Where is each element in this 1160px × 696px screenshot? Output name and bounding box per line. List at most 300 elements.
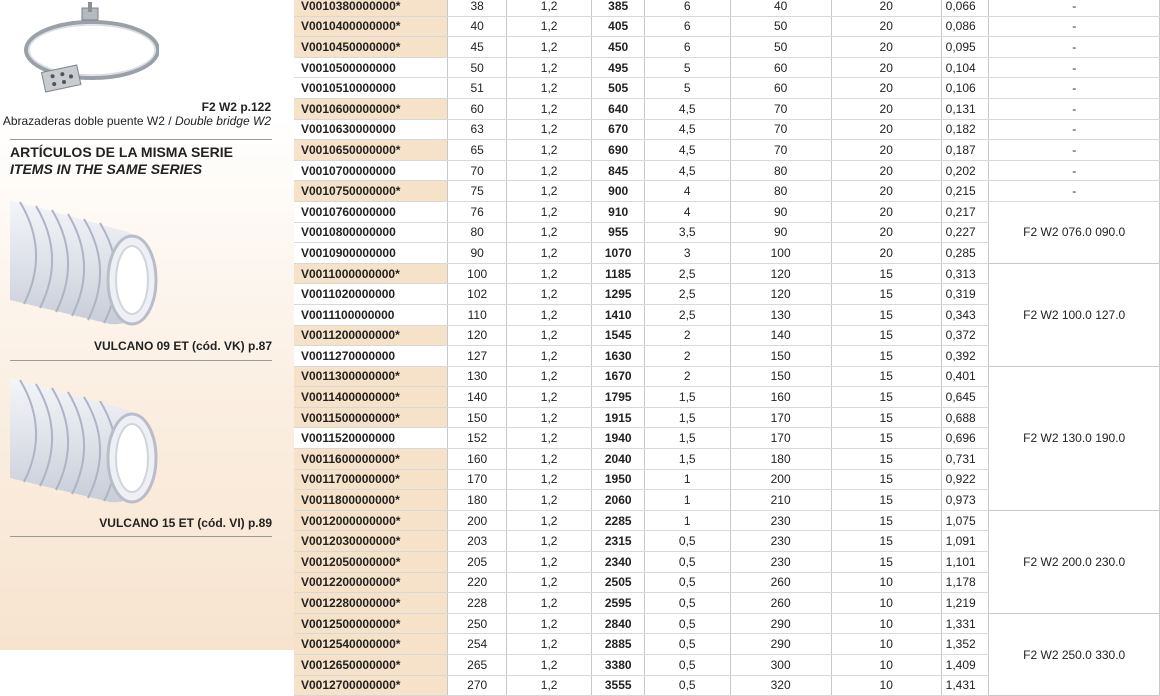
cell-c2: 1,2 (506, 57, 592, 78)
cell-clamp-ref: F2 W2 130.0 190.0 (989, 366, 1160, 510)
table-row (294, 16, 1160, 37)
cell-code: V0011300000000* (294, 366, 448, 387)
cell-c5: 50 (730, 37, 831, 58)
clamp-reference: F2 W2 p.122 (201, 100, 271, 114)
cell-c1: 45 (448, 37, 506, 58)
cell-c5: 100 (730, 243, 831, 264)
cell-c3: 910 (592, 201, 645, 222)
cell-c4: 5 (645, 57, 731, 78)
cell-code: V0010400000000* (294, 16, 448, 37)
cell-c6: 20 (831, 98, 941, 119)
cell-c3: 2285 (592, 510, 645, 531)
cell-code: V0011200000000* (294, 325, 448, 346)
cell-c3: 385 (592, 0, 645, 16)
cell-c7: 0,215 (941, 181, 989, 202)
cell-c7: 0,104 (941, 57, 989, 78)
cell-code: V0012540000000* (294, 634, 448, 655)
cell-c5: 210 (730, 490, 831, 511)
table-row (294, 37, 1160, 58)
cell-c6: 10 (831, 613, 941, 634)
cell-c2: 1,2 (506, 407, 592, 428)
cell-c2: 1,2 (506, 531, 592, 552)
cell-c5: 180 (730, 449, 831, 470)
cell-c3: 690 (592, 140, 645, 161)
cell-c2: 1,2 (506, 593, 592, 614)
cell-c5: 230 (730, 531, 831, 552)
cell-c3: 405 (592, 16, 645, 37)
cell-c7: 0,285 (941, 243, 989, 264)
cell-c6: 20 (831, 243, 941, 264)
cell-c3: 1070 (592, 243, 645, 264)
cell-clamp-ref: - (989, 57, 1160, 78)
cell-c4: 2 (645, 325, 731, 346)
divider (10, 360, 272, 361)
cell-c7: 0,086 (941, 16, 989, 37)
cell-c4: 6 (645, 16, 731, 37)
cell-c1: 76 (448, 201, 506, 222)
cell-code: V0011000000000* (294, 263, 448, 284)
cell-c1: 200 (448, 510, 506, 531)
cell-code: V0010500000000 (294, 57, 448, 78)
cell-c2: 1,2 (506, 98, 592, 119)
cell-c5: 60 (730, 78, 831, 99)
cell-c1: 51 (448, 78, 506, 99)
cell-c7: 0,343 (941, 304, 989, 325)
table-row (294, 78, 1160, 99)
cell-code: V0010750000000* (294, 181, 448, 202)
cell-code: V0012000000000* (294, 510, 448, 531)
table-row (294, 510, 1160, 531)
cell-c4: 0,5 (645, 572, 731, 593)
cell-c4: 5 (645, 78, 731, 99)
cell-c3: 1915 (592, 407, 645, 428)
cell-c1: 65 (448, 140, 506, 161)
cell-code: V0012650000000* (294, 655, 448, 676)
cell-c7: 0,187 (941, 140, 989, 161)
cell-code: V0012200000000* (294, 572, 448, 593)
cell-c4: 0,5 (645, 552, 731, 573)
cell-c6: 10 (831, 634, 941, 655)
cell-c6: 20 (831, 78, 941, 99)
vulcano-09-reference: VULCANO 09 ET (cód. VK) p.87 (93, 339, 272, 353)
cell-c6: 10 (831, 593, 941, 614)
cell-c2: 1,2 (506, 160, 592, 181)
cell-c7: 0,401 (941, 366, 989, 387)
cell-c2: 1,2 (506, 201, 592, 222)
cell-c4: 4 (645, 201, 731, 222)
table-row (294, 263, 1160, 284)
cell-c6: 20 (831, 160, 941, 181)
cell-c1: 38 (448, 0, 506, 16)
cell-c6: 15 (831, 449, 941, 470)
cell-c6: 10 (831, 572, 941, 593)
cell-c6: 20 (831, 140, 941, 161)
table-row (294, 613, 1160, 634)
vulcano-15-hose-image (10, 370, 160, 510)
cell-c2: 1,2 (506, 655, 592, 676)
cell-c2: 1,2 (506, 675, 592, 696)
cell-c4: 0,5 (645, 531, 731, 552)
cell-c2: 1,2 (506, 16, 592, 37)
cell-c3: 2840 (592, 613, 645, 634)
table-row (294, 0, 1160, 16)
product-table-body (294, 0, 1160, 696)
cell-c5: 260 (730, 572, 831, 593)
cell-c6: 20 (831, 201, 941, 222)
cell-clamp-ref: - (989, 181, 1160, 202)
cell-c6: 15 (831, 490, 941, 511)
cell-c1: 90 (448, 243, 506, 264)
cell-code: V0011500000000* (294, 407, 448, 428)
cell-c2: 1,2 (506, 449, 592, 470)
cell-clamp-ref: - (989, 160, 1160, 181)
cell-c1: 127 (448, 346, 506, 367)
cell-c5: 90 (730, 222, 831, 243)
cell-code: V0012280000000* (294, 593, 448, 614)
cell-c7: 1,178 (941, 572, 989, 593)
cell-code: V0010760000000 (294, 201, 448, 222)
cell-c7: 1,331 (941, 613, 989, 634)
cell-c7: 0,106 (941, 78, 989, 99)
cell-code: V0010630000000 (294, 119, 448, 140)
cell-c5: 40 (730, 0, 831, 16)
cell-c2: 1,2 (506, 387, 592, 408)
cell-c7: 1,091 (941, 531, 989, 552)
cell-c5: 70 (730, 98, 831, 119)
cell-code: V0011100000000 (294, 304, 448, 325)
cell-c6: 10 (831, 675, 941, 696)
cell-c2: 1,2 (506, 325, 592, 346)
cell-c1: 160 (448, 449, 506, 470)
cell-c2: 1,2 (506, 263, 592, 284)
cell-c7: 0,645 (941, 387, 989, 408)
cell-clamp-ref: - (989, 140, 1160, 161)
cell-clamp-ref: - (989, 0, 1160, 16)
cell-c3: 1950 (592, 469, 645, 490)
cell-c5: 60 (730, 57, 831, 78)
cell-c4: 2,5 (645, 284, 731, 305)
cell-c3: 845 (592, 160, 645, 181)
cell-c1: 100 (448, 263, 506, 284)
cell-c5: 50 (730, 16, 831, 37)
cell-c1: 203 (448, 531, 506, 552)
cell-code: V0010650000000* (294, 140, 448, 161)
cell-c1: 205 (448, 552, 506, 573)
double-bridge-clamp-image (14, 2, 159, 100)
cell-c6: 20 (831, 57, 941, 78)
cell-c7: 0,696 (941, 428, 989, 449)
cell-c3: 1410 (592, 304, 645, 325)
cell-code: V0011020000000 (294, 284, 448, 305)
cell-c3: 670 (592, 119, 645, 140)
clamp-caption: Abrazaderas doble puente W2 / Double bridge W2 (2, 114, 271, 128)
cell-c5: 150 (730, 346, 831, 367)
cell-c5: 130 (730, 304, 831, 325)
cell-c1: 250 (448, 613, 506, 634)
cell-c1: 265 (448, 655, 506, 676)
cell-c4: 3 (645, 243, 731, 264)
cell-c2: 1,2 (506, 140, 592, 161)
product-table (294, 0, 1160, 696)
cell-code: V0011270000000 (294, 346, 448, 367)
table-row (294, 160, 1160, 181)
cell-c3: 1185 (592, 263, 645, 284)
cell-code: V0010510000000 (294, 78, 448, 99)
cell-c5: 140 (730, 325, 831, 346)
table-row (294, 181, 1160, 202)
cell-c5: 200 (730, 469, 831, 490)
cell-c3: 1295 (592, 284, 645, 305)
cell-c5: 230 (730, 552, 831, 573)
cell-c7: 1,409 (941, 655, 989, 676)
cell-code: V0012700000000* (294, 675, 448, 696)
cell-c5: 80 (730, 181, 831, 202)
cell-c4: 0,5 (645, 655, 731, 676)
cell-code: V0011520000000 (294, 428, 448, 449)
cell-c5: 320 (730, 675, 831, 696)
cell-c4: 0,5 (645, 634, 731, 655)
cell-c2: 1,2 (506, 243, 592, 264)
cell-c6: 15 (831, 407, 941, 428)
cell-c1: 102 (448, 284, 506, 305)
cell-c7: 1,101 (941, 552, 989, 573)
cell-c7: 0,131 (941, 98, 989, 119)
cell-c5: 70 (730, 119, 831, 140)
cell-clamp-ref: - (989, 119, 1160, 140)
cell-c3: 1630 (592, 346, 645, 367)
cell-c3: 2340 (592, 552, 645, 573)
cell-c5: 150 (730, 366, 831, 387)
cell-code: V0012030000000* (294, 531, 448, 552)
cell-c5: 120 (730, 284, 831, 305)
cell-c3: 1545 (592, 325, 645, 346)
cell-c6: 15 (831, 263, 941, 284)
cell-code: V0010900000000 (294, 243, 448, 264)
cell-c6: 20 (831, 119, 941, 140)
cell-c3: 900 (592, 181, 645, 202)
cell-c2: 1,2 (506, 346, 592, 367)
series-title-es: ARTÍCULOS DE LA MISMA SERIE (10, 144, 233, 160)
cell-c5: 290 (730, 613, 831, 634)
cell-c1: 70 (448, 160, 506, 181)
cell-c6: 20 (831, 222, 941, 243)
cell-c5: 230 (730, 510, 831, 531)
cell-c3: 955 (592, 222, 645, 243)
cell-c1: 180 (448, 490, 506, 511)
cell-c1: 80 (448, 222, 506, 243)
cell-c1: 130 (448, 366, 506, 387)
cell-c2: 1,2 (506, 222, 592, 243)
cell-c4: 1,5 (645, 449, 731, 470)
cell-c6: 15 (831, 284, 941, 305)
cell-c7: 0,095 (941, 37, 989, 58)
cell-c7: 1,352 (941, 634, 989, 655)
cell-code: V0010700000000 (294, 160, 448, 181)
cell-clamp-ref: F2 W2 200.0 230.0 (989, 510, 1160, 613)
cell-c1: 60 (448, 98, 506, 119)
cell-c1: 152 (448, 428, 506, 449)
cell-c5: 120 (730, 263, 831, 284)
cell-c4: 1,5 (645, 428, 731, 449)
cell-c4: 2,5 (645, 263, 731, 284)
cell-c2: 1,2 (506, 78, 592, 99)
cell-clamp-ref: - (989, 98, 1160, 119)
cell-c6: 15 (831, 304, 941, 325)
cell-c2: 1,2 (506, 469, 592, 490)
cell-c3: 2595 (592, 593, 645, 614)
cell-code: V0010450000000* (294, 37, 448, 58)
cell-c1: 75 (448, 181, 506, 202)
cell-c7: 0,182 (941, 119, 989, 140)
cell-c4: 6 (645, 0, 731, 16)
cell-c6: 15 (831, 325, 941, 346)
cell-c3: 1940 (592, 428, 645, 449)
vulcano-15-reference: VULCANO 15 ET (cód. VI) p.89 (99, 516, 272, 530)
cell-c7: 0,922 (941, 469, 989, 490)
table-row (294, 140, 1160, 161)
cell-clamp-ref: - (989, 16, 1160, 37)
cell-code: V0012500000000* (294, 613, 448, 634)
cell-clamp-ref: - (989, 37, 1160, 58)
cell-code: V0011600000000* (294, 449, 448, 470)
cell-c7: 0,731 (941, 449, 989, 470)
cell-c1: 150 (448, 407, 506, 428)
cell-c5: 80 (730, 160, 831, 181)
cell-c3: 3555 (592, 675, 645, 696)
table-row (294, 366, 1160, 387)
cell-c6: 20 (831, 0, 941, 16)
cell-c2: 1,2 (506, 510, 592, 531)
cell-c1: 254 (448, 634, 506, 655)
cell-c1: 220 (448, 572, 506, 593)
cell-c5: 170 (730, 428, 831, 449)
cell-c6: 15 (831, 510, 941, 531)
cell-c5: 170 (730, 407, 831, 428)
cell-c2: 1,2 (506, 634, 592, 655)
series-title (10, 144, 233, 178)
cell-c4: 4,5 (645, 119, 731, 140)
cell-c7: 0,973 (941, 490, 989, 511)
cell-c1: 228 (448, 593, 506, 614)
cell-c3: 1670 (592, 366, 645, 387)
sidebar (0, 0, 285, 650)
cell-c5: 90 (730, 201, 831, 222)
cell-c1: 63 (448, 119, 506, 140)
cell-c7: 0,202 (941, 160, 989, 181)
cell-c4: 0,5 (645, 613, 731, 634)
cell-c6: 15 (831, 346, 941, 367)
table-row (294, 201, 1160, 222)
cell-c4: 3,5 (645, 222, 731, 243)
cell-c2: 1,2 (506, 366, 592, 387)
cell-c2: 1,2 (506, 0, 592, 16)
cell-c6: 20 (831, 37, 941, 58)
cell-c4: 1 (645, 490, 731, 511)
cell-c7: 1,431 (941, 675, 989, 696)
cell-c2: 1,2 (506, 304, 592, 325)
cell-c4: 0,5 (645, 675, 731, 696)
cell-code: V0012050000000* (294, 552, 448, 573)
cell-c4: 2,5 (645, 304, 731, 325)
cell-c2: 1,2 (506, 37, 592, 58)
cell-c3: 3380 (592, 655, 645, 676)
cell-code: V0011400000000* (294, 387, 448, 408)
cell-c4: 1 (645, 469, 731, 490)
cell-c7: 0,227 (941, 222, 989, 243)
cell-c5: 300 (730, 655, 831, 676)
cell-c7: 0,313 (941, 263, 989, 284)
cell-c6: 20 (831, 16, 941, 37)
cell-c1: 120 (448, 325, 506, 346)
cell-c3: 2885 (592, 634, 645, 655)
cell-c3: 2505 (592, 572, 645, 593)
cell-code: V0010800000000 (294, 222, 448, 243)
cell-c3: 505 (592, 78, 645, 99)
cell-clamp-ref: - (989, 78, 1160, 99)
cell-c4: 1,5 (645, 407, 731, 428)
cell-c6: 15 (831, 552, 941, 573)
cell-c2: 1,2 (506, 428, 592, 449)
cell-c3: 495 (592, 57, 645, 78)
cell-c4: 6 (645, 37, 731, 58)
cell-c2: 1,2 (506, 613, 592, 634)
cell-c1: 140 (448, 387, 506, 408)
cell-c2: 1,2 (506, 181, 592, 202)
cell-c1: 40 (448, 16, 506, 37)
cell-code: V0011800000000* (294, 490, 448, 511)
cell-c1: 50 (448, 57, 506, 78)
cell-c6: 15 (831, 428, 941, 449)
cell-c7: 1,219 (941, 593, 989, 614)
cell-c6: 15 (831, 531, 941, 552)
cell-c7: 0,372 (941, 325, 989, 346)
cell-c2: 1,2 (506, 490, 592, 511)
cell-c7: 0,066 (941, 0, 989, 16)
cell-c6: 15 (831, 469, 941, 490)
table-row (294, 98, 1160, 119)
cell-c5: 160 (730, 387, 831, 408)
cell-c2: 1,2 (506, 119, 592, 140)
cell-code: V0010600000000* (294, 98, 448, 119)
cell-c6: 10 (831, 655, 941, 676)
cell-c2: 1,2 (506, 552, 592, 573)
divider (10, 139, 272, 140)
cell-c3: 450 (592, 37, 645, 58)
table-row (294, 119, 1160, 140)
cell-c3: 1795 (592, 387, 645, 408)
cell-clamp-ref: F2 W2 250.0 330.0 (989, 613, 1160, 695)
cell-c4: 1,5 (645, 387, 731, 408)
cell-c7: 0,217 (941, 201, 989, 222)
cell-c5: 260 (730, 593, 831, 614)
cell-c3: 2040 (592, 449, 645, 470)
series-title-en: ITEMS IN THE SAME SERIES (10, 161, 203, 177)
cell-c1: 270 (448, 675, 506, 696)
cell-c2: 1,2 (506, 284, 592, 305)
cell-c4: 2 (645, 366, 731, 387)
cell-c1: 110 (448, 304, 506, 325)
cell-c7: 0,392 (941, 346, 989, 367)
cell-c3: 2315 (592, 531, 645, 552)
cell-c1: 170 (448, 469, 506, 490)
cell-c6: 15 (831, 387, 941, 408)
cell-clamp-ref: F2 W2 100.0 127.0 (989, 263, 1160, 366)
cell-c3: 640 (592, 98, 645, 119)
cell-c6: 20 (831, 181, 941, 202)
cell-code: V0011700000000* (294, 469, 448, 490)
cell-c4: 2 (645, 346, 731, 367)
cell-c4: 4,5 (645, 160, 731, 181)
